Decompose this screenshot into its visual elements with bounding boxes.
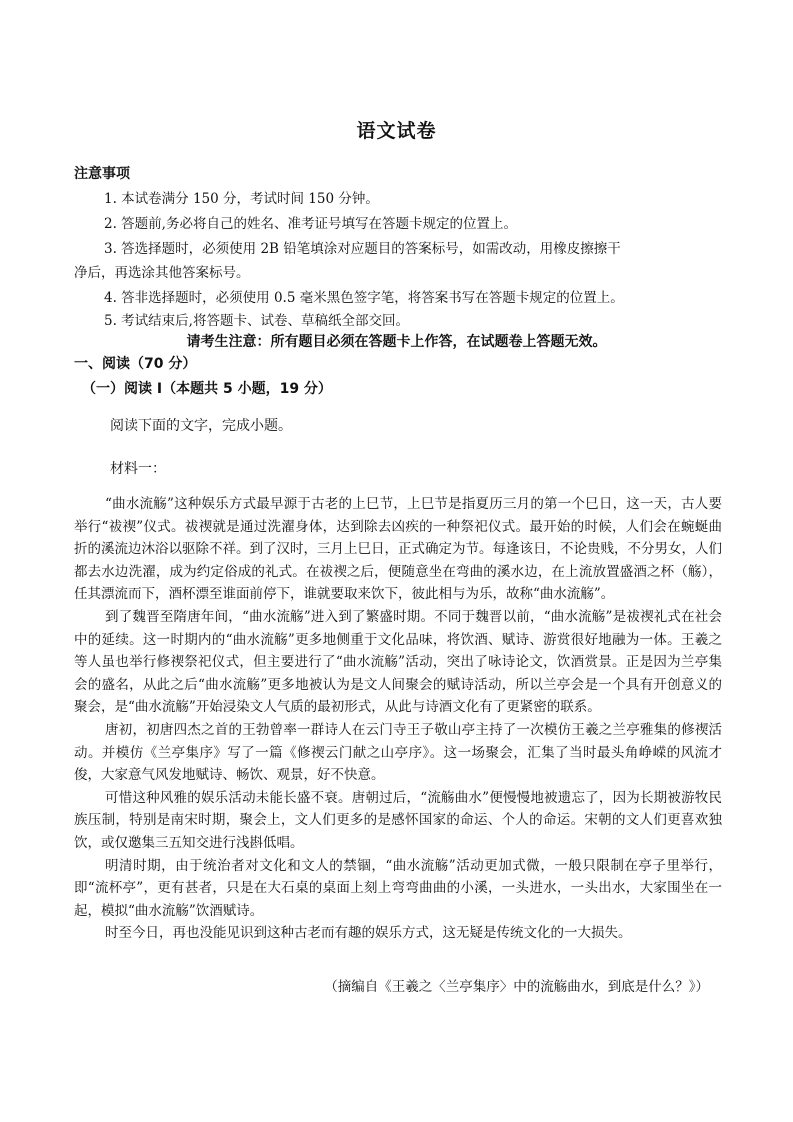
notice-item: 1. 本试卷满分 150 分，考试时间 150 分钟。 bbox=[104, 191, 379, 207]
paragraph: 明清时期，由于统治者对文化和文人的禁锢，“曲水流觞”活动更加式微，一般只限制在亭子里举行，即“流杯亭”，更有甚者，只是在大石桌的桌面上刻上弯弯曲曲的小溪，一头进水，一头出水，大家围坐在一起，模拟“曲水流觞”饮酒赋诗。 bbox=[74, 857, 722, 919]
paragraph: “曲水流觞”这种娱乐方式最早源于古老的上巳节，上巳节是指夏历三月的第一个巳日，这一天，古人要举行“祓禊”仪式。祓禊就是通过洗濯身体，达到除去凶疾的一种祭祀仪式。最开始的时候，人们会在蜿蜒曲折的溪流边沐浴以驱除不祥。到了汉时，三月上巳日，正式确定为节。每逢该日，不论贵贱，不分男女，人们都去水边洗濯，成为约定俗成的礼式。在祓禊之后，便随意坐在弯曲的溪水边，在上流放置盛酒之杯（觞），任其漂流而下，酒杯漂至谁面前停下，谁就要取来饮下，彼此相与为乐，故称“曲水流觞”。 bbox=[74, 496, 722, 603]
paragraph: 时至今日，再也没能见识到这种古老而有趣的娱乐方式，这无疑是传统文化的一大损失。 bbox=[105, 925, 632, 942]
paragraph: 到了魏晋至隋唐年间，“曲水流觞”进入到了繁盛时期。不同于魏晋以前，“曲水流觞”是祓禊礼式在社会中的延续。这一时期内的“曲水流觞”更多地侧重于文化品味，将饮酒、赋诗、游赏很好地融为一体。王羲之等人虽也举行修禊祭祀仪式，但主要进行了“曲水流觞”活动，突出了咏诗论文，饮酒赏景。正是因为兰亭集会的盛名，从此之后“曲水流觞”更多地被认为是文人间聚会的赋诗活动，所以兰亭会是一个具有开创意义的聚会，是“曲水流觞”开始浸染文人气质的最初形式，从此与诗酒文化有了更紧密的联系。 bbox=[74, 608, 722, 716]
section-heading: 一、阅读（70 分） bbox=[74, 356, 197, 372]
notice-item: 2. 答题前,务必将自己的姓名、准考证号填写在答题卡规定的位置上。 bbox=[104, 216, 517, 232]
notice-item: 3. 答选择题时，必须使用 2B 铅笔填涂对应题目的答案标号，如需改动，用橡皮擦擦干 bbox=[104, 241, 621, 257]
page-title: 语文试卷 bbox=[356, 120, 437, 142]
notice-item: 4. 答非选择题时，必须使用 0.5 毫米黑色签字笔，将答案书写在答题卡规定的位置上。 bbox=[104, 290, 624, 306]
notice-item-continued: 净后，再选涂其他答案标号。 bbox=[74, 265, 250, 281]
notice-emphasis: 请考生注意：所有题目必须在答题卡上作答，在试题卷上答题无效。 bbox=[186, 334, 607, 350]
notice-item: 5. 考试结束后,将答题卡、试卷、草稿纸全部交回。 bbox=[104, 313, 409, 329]
material-label: 材料一： bbox=[110, 461, 166, 477]
subsection-heading: （一）阅读 I（本题共 5 小题，19 分） bbox=[82, 381, 332, 397]
reading-instruction: 阅读下面的文字，完成小题。 bbox=[110, 418, 292, 434]
paragraph: 可惜这种风雅的娱乐活动未能长盛不衰。唐朝过后，“流觞曲水”便慢慢地被遗忘了，因为长期被游牧民族压制，特别是南宋时期，聚会上，文人们更多的是感怀国家的命运、个人的命运。宋朝的文人们更喜欢独饮，或仅邀集三五知交进行浅斟低唱。 bbox=[74, 789, 722, 851]
source-citation: （摘编自《王羲之〈兰亭集序〉中的流觞曲水，到底是什么？》） bbox=[324, 979, 709, 995]
paragraph: 唐初，初唐四杰之首的王勃曾率一群诗人在云门寺王子敬山亭主持了一次模仿王羲之兰亭雅集的修禊活动。并模仿《兰亭集序》写了一篇《修禊云门献之山亭序》。这一场聚会，汇集了当时最头角峥嵘的风流才俊，大家意气风发地赋诗、畅饮、观景，好不快意。 bbox=[74, 721, 722, 784]
notice-heading: 注意事项 bbox=[74, 166, 130, 182]
material-text bbox=[74, 493, 722, 945]
